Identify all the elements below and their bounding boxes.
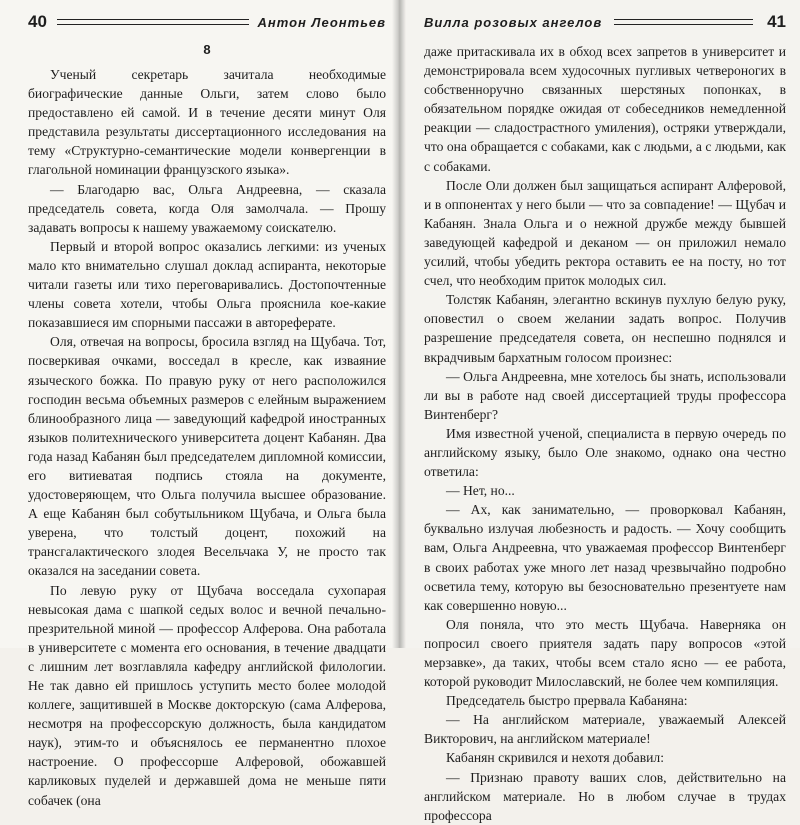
right-page-header xyxy=(424,6,786,38)
header-rule xyxy=(614,19,753,25)
left-running-head: Антон Леонтьев xyxy=(257,14,386,30)
paragraph: После Оли должен был защищаться аспирант Алферовой, и в оппонентах у него были — что за совпадение! — Щубач и Кабанян. Знала Ольга и о нежной дружбе между бывшей заведующей кафедрой и деканом — он приложил немало усилий, чтобы убедить ректора оставить ее на посту, но тот счел, что необходим приток молодых сил. xyxy=(424,177,786,289)
right-page-number: 41 xyxy=(767,12,786,31)
paragraph: — Ольга Андреевна, мне хотелось бы знать, использовали ли вы в работе над своей диссертацией труды профессора Винтенберг? xyxy=(424,368,786,422)
chapter-number: 8 xyxy=(203,42,211,57)
paragraph: Ученый секретарь зачитала необходимые биографические данные Ольги, затем слово было предоставлено ей самой. И в течение десяти минут Оля представила результаты диссертационного исследования на тему «Структурно-семантические модели конвергенции в глагольной номинации французского языка». xyxy=(28,67,386,178)
left-page-header xyxy=(28,6,386,38)
paragraph: По левую руку от Щубача восседала сухопарая невысокая дама с шапкой седых волос и вечной печально-презрительной миной — профессор Алферова. Она работала в университете с момента его основания, в течение двадцати с лишним лет возглавляла кафедру английской филологии. Не так давно ей пришлось уступить место более молодой коллеге, защитившей в Москве докторскую (сама Алферова, несмотря на профессорскую должность, была кандидатом наук), этим-то и объяснялось ее перманентно плохое настроение. О профессорше Алферовой, обожавшей карликовых пуделей и державшей дома не меньше пяти собачек (она xyxy=(28,582,386,808)
paragraph: Оля, отвечая на вопросы, бросила взгляд на Щубача. Тот, посверкивая очками, восседал в кресле, как изваяние языческого божка. По правую руку от него расположился господин весьма объемных размеров с елейным выражением блинообразного лица — заведующий кафедрой иностранных языков политехнического университета доцент Кабанян. Два года назад Кабанян был председателем дипломной комиссии, его витиеватая подпись стояла на документе, удостоверяющем, что Ольга получила высшее образование. А еще Кабанян был собутыльником Щубача, и Ольга была уверена, что толстый доцент, похожий на трансгалактического злодея Весельчака У, не просто так оказался на заседании совета. xyxy=(28,334,386,579)
paragraph: Первый и второй вопрос оказались легкими: из ученых мало кто внимательно слушал доклад аспиранта, некоторые читали газеты или тихо переговаривались. Достопочтенные члены совета хотели, чтобы Ольга прояснила кое-какие показавшиеся им спорными пассажи в автореферате. xyxy=(28,238,386,331)
paragraph: — Благодарю вас, Ольга Андреевна, — сказала председатель совета, когда Оля замолчала. — Прошу задавать вопросы к нашему уважаемому соискателю. xyxy=(28,181,386,235)
right-running-head: Вилла розовых ангелов xyxy=(424,14,603,30)
paragraph: Кабанян скривился и нехотя добавил: xyxy=(446,750,664,766)
paragraph: — На английском материале, уважаемый Алексей Викторович, на английском материале! xyxy=(424,712,786,747)
right-page xyxy=(398,0,800,823)
header-rule xyxy=(57,19,250,25)
paragraph: Оля поняла, что это месть Щубача. Наверняка он попросил своего приятеля задать пару вопросов «этой мерзавке», да таких, чтобы всем стало ясно — ее работа, которой руководит Милославский, не более чем компиляция. xyxy=(424,616,786,690)
left-page xyxy=(0,0,398,808)
paragraph: Имя известной ученой, специалиста в первую очередь по английскому языку, было Оле знакомо, однако она честно ответила: xyxy=(424,425,786,480)
paragraph: Толстяк Кабанян, элегантно вскинув пухлую белую руку, оповестил о своем желании задать вопрос. Получив разрешение председателя совета, он неспешно поднялся и вкрадчивым бархатным голосом произнес: xyxy=(424,292,786,365)
left-page-number: 40 xyxy=(28,12,47,31)
paragraph: даже притаскивала их в обход всех запретов в университет и демонстрировала всем худосочных пугливых четвероногих в собственноручно связанных шерстяных попонках, в обязательном порядке ожидая от собеседников немедленной реакции — сладострастного умиления), остряки утверждали, что она обращается с собаками, как с людьми, а с людьми, как с собаками. xyxy=(424,44,786,174)
paragraph: — Ах, как занимательно, — проворковал Кабанян, буквально излучая любезность и радость. — Хочу сообщить вам, Ольга Андреевна, что уважаемая профессор Винтенберг в своих работах уже много лет назад чрезвычайно подробно осветила тему, которую вы безосновательно презентуете нам как совершенно новую... xyxy=(424,502,786,613)
paragraph: Председатель быстро прервала Кабаняна: xyxy=(446,693,688,709)
paragraph: — Нет, но... xyxy=(446,483,515,499)
paragraph: — Признаю правоту ваших слов, действительно на английском материале. Но в любом случае в трудах профессора xyxy=(424,769,786,823)
